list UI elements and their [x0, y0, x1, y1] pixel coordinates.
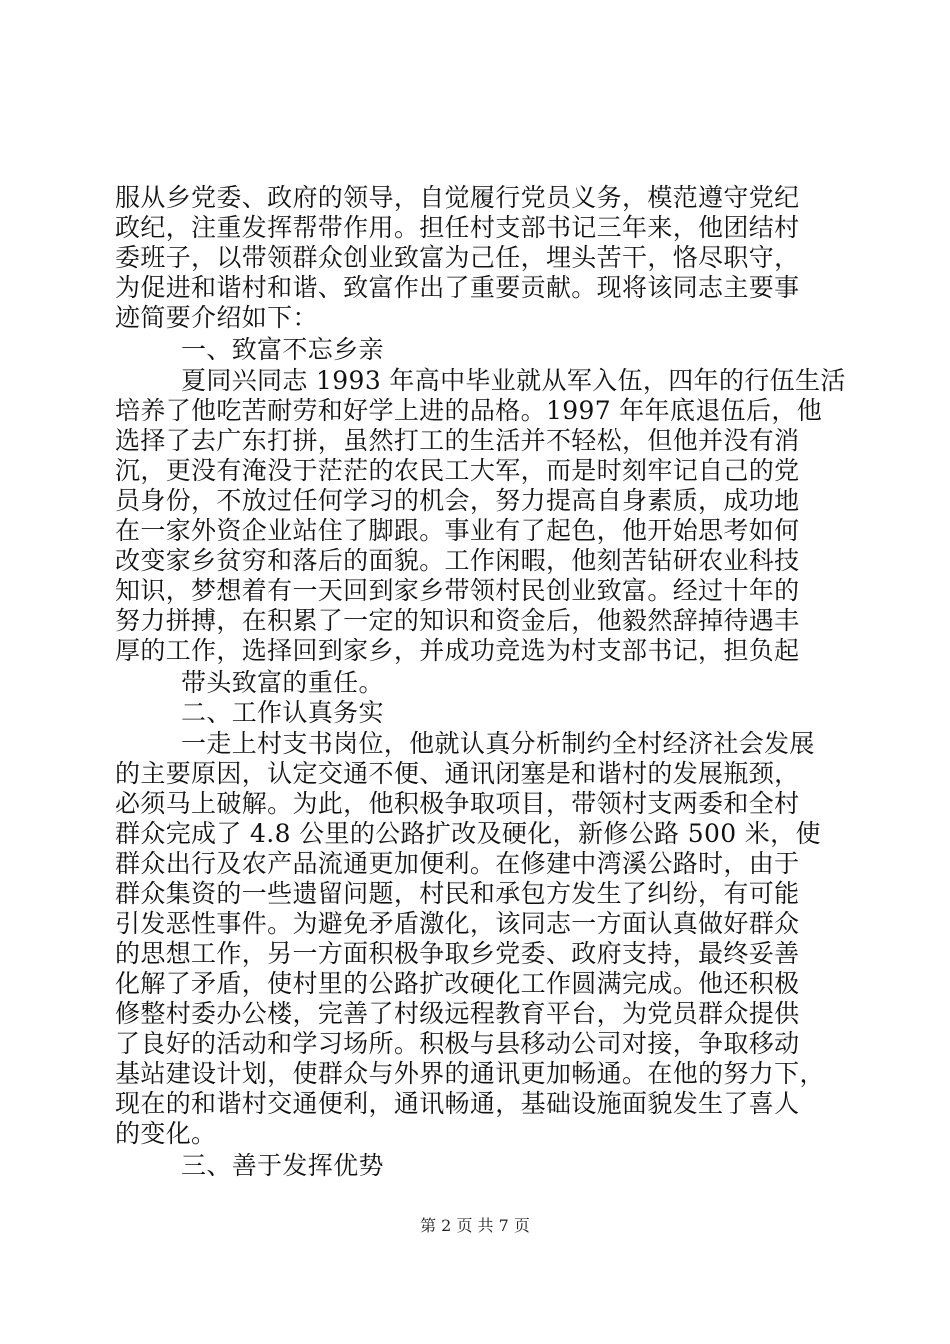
text-line: 沉，更没有淹没于茫茫的农民工大军，而是时刻牢记自己的党 — [115, 456, 800, 485]
text-line: 夏同兴同志 1993 年高中毕业就从军入伍，四年的行伍生活 — [181, 366, 846, 395]
text-line: 了良好的活动和学习场所。积极与县移动公司对接，争取移动 — [115, 1029, 800, 1058]
text-line: 厚的工作，选择回到家乡，并成功竞选为村支部书记，担负起 — [115, 636, 800, 665]
text-line: 群众集资的一些遗留问题，村民和承包方发生了纠纷，有可能 — [115, 879, 800, 908]
text-line: 努力拼搏，在积累了一定的知识和资金后，他毅然辞掉待遇丰 — [115, 606, 800, 635]
text-line: 二、工作认真务实 — [181, 698, 384, 727]
page-number-footer: 第 2 页 共 7 页 — [420, 1216, 530, 1235]
text-line: 基站建设计划，使群众与外界的通讯更加畅通。在他的努力下， — [115, 1059, 825, 1088]
text-line: 群众出行及农产品流通更加便利。在修建中湾溪公路时，由于 — [115, 849, 800, 878]
text-line: 在一家外资企业站住了脚跟。事业有了起色，他开始思考如何 — [115, 516, 800, 545]
text-line: 的变化。 — [115, 1119, 217, 1148]
text-line: 群众完成了 4.8 公里的公路扩改及硬化，新修公路 500 米，使 — [115, 819, 821, 848]
text-line: 知识，梦想着有一天回到家乡带领村民创业致富。经过十年的 — [115, 576, 800, 605]
text-line: 三、善于发挥优势 — [181, 1151, 384, 1180]
text-line: 员身份，不放过任何学习的机会，努力提高自身素质，成功地 — [115, 486, 800, 515]
text-line: 培养了他吃苦耐劳和好学上进的品格。1997 年年底退伍后，他 — [115, 396, 823, 425]
text-line: 引发恶性事件。为避免矛盾激化，该同志一方面认真做好群众 — [115, 909, 800, 938]
text-line: 一、致富不忘乡亲 — [181, 335, 384, 364]
text-line: 选择了去广东打拼，虽然打工的生活并不轻松，但他并没有消 — [115, 426, 800, 455]
text-line: 为促进和谐村和谐、致富作出了重要贡献。现将该同志主要事 — [115, 273, 800, 302]
text-line: 政纪，注重发挥帮带作用。担任村支部书记三年来，他团结村 — [115, 213, 800, 242]
text-line: 修整村委办公楼，完善了村级远程教育平台，为党员群众提供 — [115, 999, 800, 1028]
text-line: 的主要原因，认定交通不便、通讯闭塞是和谐村的发展瓶颈， — [115, 759, 800, 788]
text-line: 迹简要介绍如下： — [115, 303, 318, 332]
text-line: 委班子，以带领群众创业致富为己任，埋头苦干，恪尽职守， — [115, 243, 800, 272]
text-line: 一走上村支书岗位，他就认真分析制约全村经济社会发展 — [181, 729, 815, 758]
text-line: 化解了矛盾，使村里的公路扩改硬化工作圆满完成。他还积极 — [115, 969, 800, 998]
text-line: 改变家乡贫穷和落后的面貌。工作闲暇，他刻苦钻研农业科技 — [115, 546, 800, 575]
text-line: 服从乡党委、政府的领导，自觉履行党员义务，模范遵守党纪 — [115, 183, 800, 212]
text-line: 现在的和谐村交通便利，通讯畅通，基础设施面貌发生了喜人 — [115, 1089, 800, 1118]
text-line: 必须马上破解。为此，他积极争取项目，带领村支两委和全村 — [115, 789, 800, 818]
text-line: 的思想工作，另一方面积极争取乡党委、政府支持，最终妥善 — [115, 939, 800, 968]
text-line: 带头致富的重任。 — [181, 668, 384, 697]
